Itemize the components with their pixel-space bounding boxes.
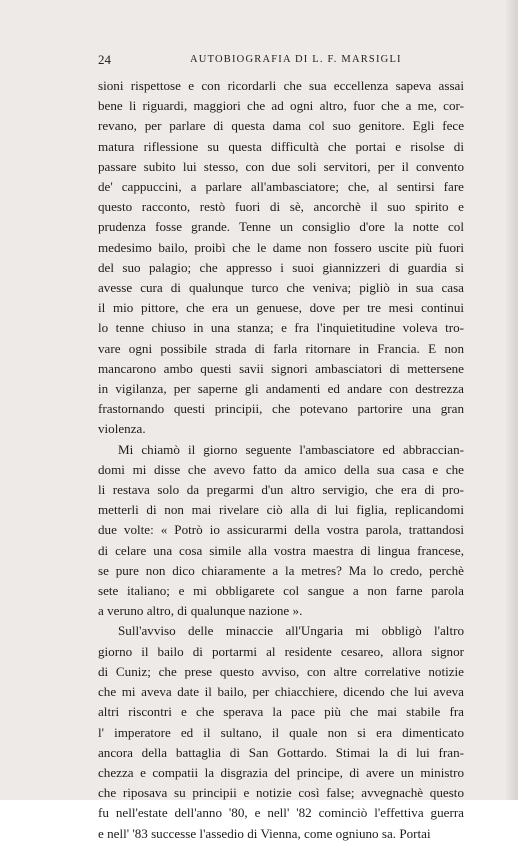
text-line: de' cappuccini, a parlare all'ambasciatore; che, al sentirsi fare — [98, 179, 464, 195]
text-line: due volte: « Potrò io assicurarmi della vostra parola, trattandosi — [98, 522, 464, 538]
text-line: bene li riguardi, maggiori che ad ogni altro, fuor che a me, cor- — [98, 98, 464, 114]
text-line: revano, per parlare di questa dama col suo genitore. Egli fece — [98, 118, 464, 134]
text-line: il mio pittore, che era un genuese, dove per tre mesi continui — [98, 300, 464, 316]
text-line: ancora della battaglia di San Gottardo. Stimai la di lui fran- — [98, 744, 464, 760]
text-line: metterli di non mai rivelare ciò alla di lui figlia, replicandomi — [98, 502, 464, 518]
text-line: prudenza fosse grande. Tenne un consiglio d'ore la notte col — [98, 219, 464, 235]
text-line: del suo palagio; che appresso i suoi giannizzeri di guardia si — [98, 259, 464, 275]
paragraph — [98, 621, 464, 843]
text-line: avesse cura di qualunque turco che veniva; pigliò in sua casa — [98, 280, 464, 296]
text-line: violenza. — [98, 421, 146, 437]
text-line: domi mi disse che avevo fatto da amico della sua casa e che — [98, 461, 464, 477]
running-head: AUTOBIOGRAFIA DI L. F. MARSIGLI — [190, 54, 402, 65]
text-line: chezza e compatii la disgrazia del principe, di avere un ministro — [98, 764, 464, 780]
text-line: questo racconto, restò fuori di sè, ancorchè il suo spirito e — [98, 199, 464, 215]
text-line: a veruno altro, di qualunque nazione ». — [98, 603, 303, 619]
text-line: se pure non dico chiaramente a la metres? Ma lo credo, perchè — [98, 562, 464, 578]
text-line: passare subito lui stesso, con due soli servitori, per il convento — [98, 158, 464, 174]
page-edge-shadow — [504, 0, 518, 800]
text-line: Mi chiamò il giorno seguente l'ambasciatore ed abbraccian- — [118, 441, 464, 457]
text-line: mancarono ambo questi savii signori ambasciatori di mettersene — [98, 360, 464, 376]
text-line: matura riflessione su questa difficultà che portai e risolse di — [98, 138, 464, 154]
text-line: vare ogni possibile strada di farla ritornare in Francia. E non — [98, 340, 464, 356]
text-line: sioni rispettose e con ricordarli che sua eccellenza sapeva assai — [98, 78, 464, 93]
text-line: in vigilanza, per saperne gli andamenti ed andare con destrezza — [98, 381, 464, 397]
text-line: di Cuniz; che prese questo avviso, con altre correlative notizie — [98, 663, 464, 679]
text-line: giorno il bailo di portarmi al residente cesareo, allora signor — [98, 643, 464, 659]
text-line: fu nell'estate dell'anno '80, e nell' '82 cominciò l'effettiva guerra — [98, 805, 464, 821]
page-number: 24 — [98, 52, 111, 67]
body-text — [98, 76, 464, 844]
paragraph — [98, 76, 464, 440]
text-line: li restava solo da pregarmi d'un altro servigio, che era di pro- — [98, 482, 464, 498]
text-line: medesimo bailo, proibì che le dame non fossero uscite più fuori — [98, 239, 464, 255]
text-line: lo tenne chiuso in una stanza; e fra l'inquietitudine voleva tro- — [98, 320, 464, 336]
page-header — [98, 52, 464, 68]
text-line: sete italiano; e mi obbligarete col sangue a non farne parola — [98, 583, 464, 599]
text-line: che mi aveva date il bailo, per chiacchiere, dicendo che lui aveva — [98, 684, 464, 700]
paragraph — [98, 440, 464, 622]
text-line: di celare una cosa simile alla vostra maestra di lingua francese, — [98, 542, 464, 558]
text-line: altri riscontri e che sperava la pace più che mai stabile fra — [98, 704, 464, 720]
text-line: Sull'avviso delle minaccie all'Ungaria mi obbligò l'altro — [118, 623, 464, 639]
text-line: che riposava su principii e notizie così false; avvegnachè questo — [98, 785, 464, 801]
text-line: l' imperatore ed il sultano, il quale non si era dimenticato — [98, 724, 464, 740]
text-line: e nell' '83 successe l'assedio di Vienna, come ogniuno sa. Portai — [98, 825, 431, 841]
text-line: frastornando questi principii, che potevano partorire una gran — [98, 401, 464, 417]
